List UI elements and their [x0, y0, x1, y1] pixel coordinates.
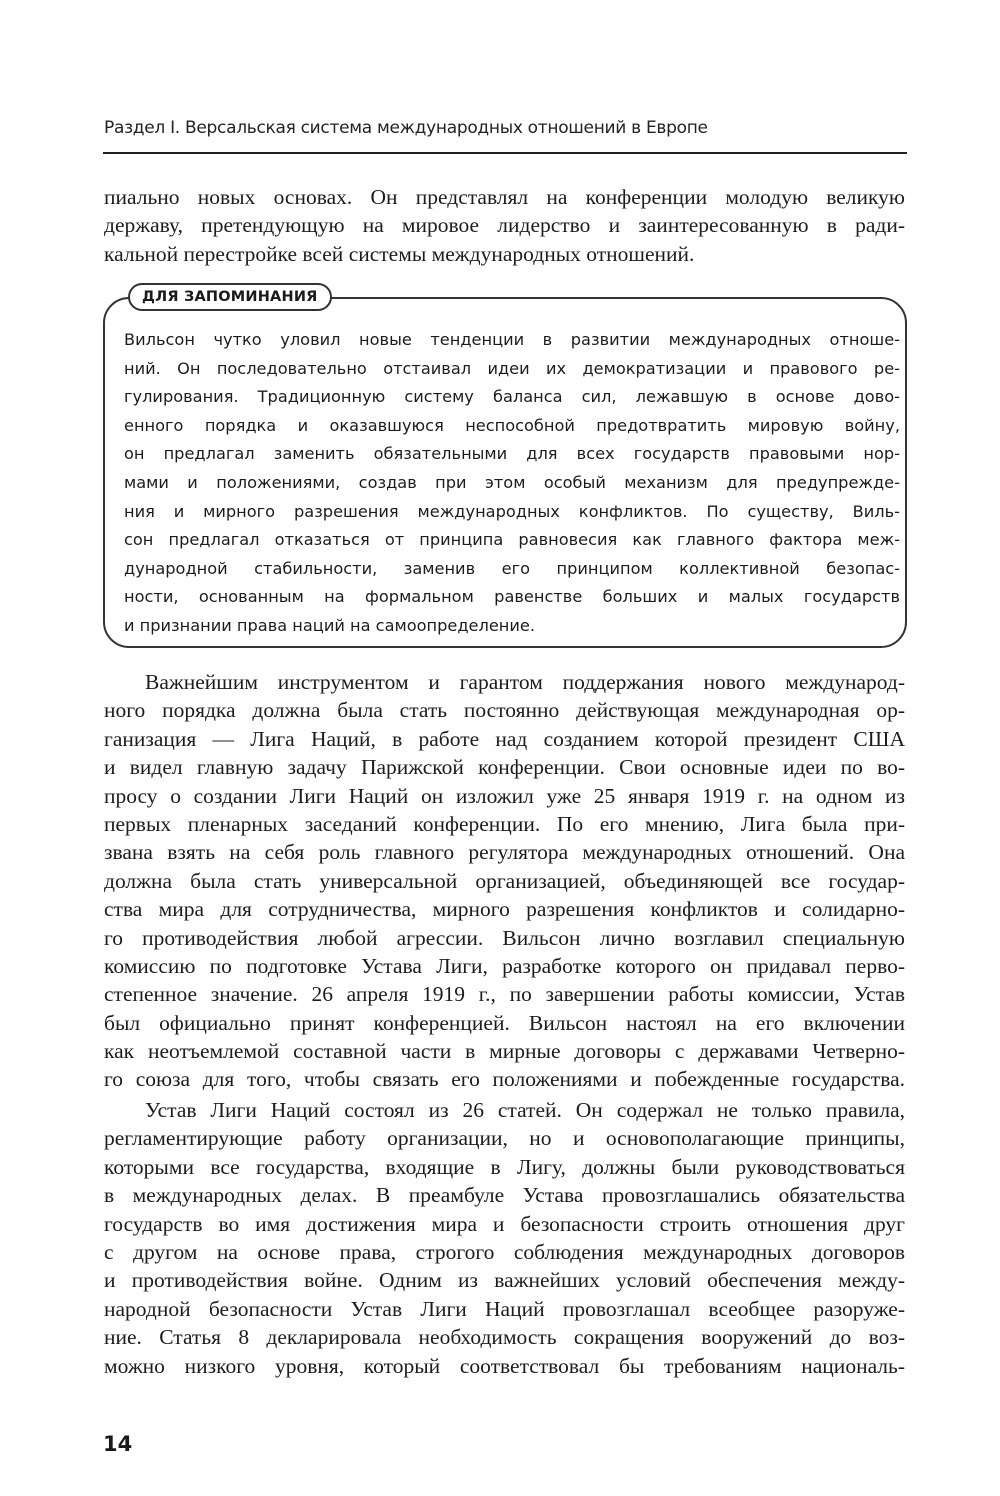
text-line: звана взять на себя роль главного регулятора международных отношений. Она [104, 840, 905, 865]
text-line: он предлагал заменить обязательными для всех государств правовыми нор- [124, 444, 900, 464]
page-number: 14 [103, 1432, 133, 1456]
text-line: должна была стать универсальной организацией, объединяющей все государ- [104, 868, 905, 893]
text-line: регламентирующие работу организации, но и основополагающие принципы, [104, 1126, 905, 1151]
text-line: гулирования. Традиционную систему баланса сил, лежавшую в основе дово- [124, 387, 900, 407]
text-line: народной безопасности Устав Лиги Наций провозглашал всеобщее разоруже- [104, 1296, 905, 1321]
paragraph-league-of-nations [104, 668, 905, 1094]
text-line: которыми все государства, входящие в Лигу, должны были руководствоваться [104, 1154, 905, 1179]
text-line: с другом на основе права, строгого соблюдения международных договоров [104, 1239, 905, 1264]
text-line: енного порядка и оказавшуюся неспособной предотвратить мировую войну, [124, 415, 900, 435]
text-line: кальной перестройке всей системы международных отношений. [104, 241, 695, 266]
text-line: мами и положениями, создав при этом особый механизм для предупрежде- [124, 472, 900, 492]
text-line: комиссию по подготовке Устава Лиги, разработке которого он придавал перво- [104, 953, 905, 978]
text-line: степенное значение. 26 апреля 1919 г., по завершении работы комиссии, Устав [104, 982, 905, 1007]
text-line: ства мира для сотрудничества, мирного разрешения конфликтов и солидарно- [104, 897, 905, 922]
text-line: и противодействия войне. Одним из важнейших условий обеспечения между- [104, 1268, 905, 1293]
paragraph-covenant [104, 1096, 905, 1380]
header-rule [103, 152, 907, 154]
memo-box-text [124, 326, 900, 641]
text-line: можно низкого уровня, который соответствовал бы требованиям националь- [104, 1353, 905, 1378]
text-line: просу о создании Лиги Наций он изложил уже 25 января 1919 г. на одном из [104, 783, 905, 808]
running-header: Раздел I. Версальская система международных отношений в Европе [104, 118, 708, 138]
text-line: первых пленарных заседаний конференции. По его мнению, Лига была при- [104, 811, 905, 836]
text-line: ние. Статья 8 декларировала необходимость сокращения вооружений до воз- [104, 1325, 905, 1350]
text-line: как неотъемлемой составной части в мирные договоры с державами Четверно- [104, 1039, 905, 1064]
text-line: пиально новых основах. Он представлял на конференции молодую великую [104, 185, 905, 209]
text-line: державу, претендующую на мировое лидерство и заинтересованную в ради- [104, 213, 905, 238]
text-line: ного порядка должна была стать постоянно действующая международная ор- [104, 698, 905, 723]
text-line: ний. Он последовательно отстаивал идеи их демократизации и правового ре- [124, 358, 900, 378]
text-line: го противодействия любой агрессии. Вильсон лично возглавил специальную [104, 925, 905, 950]
text-line: Вильсон чутко уловил новые тенденции в развитии международных отноше- [124, 330, 900, 349]
text-line: государств во имя достижения мира и безопасности строить отношения друг [104, 1211, 905, 1236]
text-line: сон предлагал отказаться от принципа равновесия как главного фактора меж- [124, 530, 900, 550]
text-line: Важнейшим инструментом и гарантом поддержания нового международ- [145, 670, 905, 694]
text-line: ния и мирного разрешения международных конфликтов. По существу, Виль- [124, 501, 900, 521]
text-line: был официально принят конференцией. Вильсон настоял на его включении [104, 1010, 905, 1035]
text-line: ности, основанным на формальном равенстве больших и малых государств [124, 587, 900, 607]
text-line: и признании права наций на самоопределение. [124, 615, 535, 635]
intro-paragraph [104, 183, 905, 268]
text-line: в международных делах. В преамбуле Устава провозглашались обязательства [104, 1183, 905, 1208]
memo-box-label: ДЛЯ ЗАПОМИНАНИЯ [128, 283, 332, 311]
text-line: ганизация — Лига Наций, в работе над созданием которой президент США [104, 726, 905, 751]
text-line: го союза для того, чтобы связать его положениями и побежденные государства. [104, 1067, 905, 1092]
text-line: Устав Лиги Наций состоял из 26 статей. Он содержал не только правила, [145, 1098, 905, 1122]
text-line: дународной стабильности, заменив его принципом коллективной безопас- [124, 558, 900, 578]
text-line: и видел главную задачу Парижской конференции. Свои основные идеи по во- [104, 755, 905, 780]
